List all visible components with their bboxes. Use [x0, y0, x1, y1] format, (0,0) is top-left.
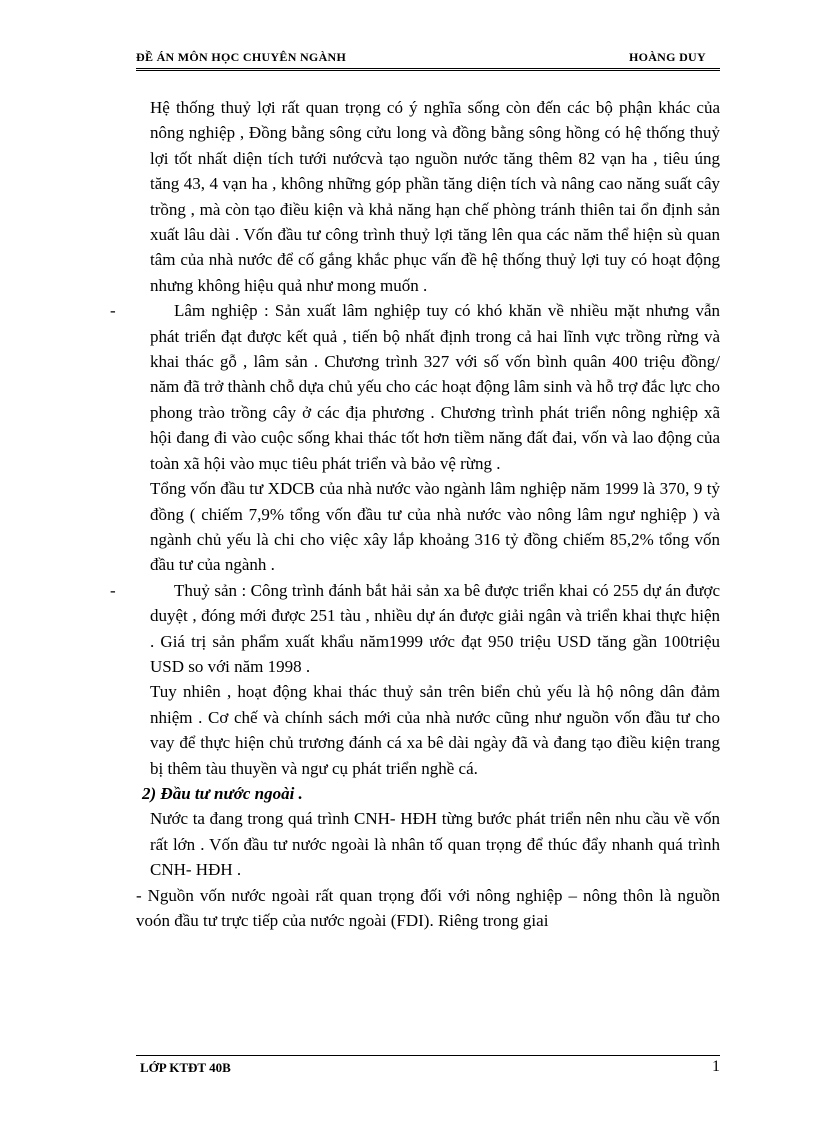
paragraph-forestry-text: Lâm nghiệp : Sản xuất lâm nghiệp tuy có khó khăn về nhiều mặt nhưng vẫn phát triển đạt được kết quả , tiến bộ nhất định trong cả hai lĩnh vực trồng rừng và khai thác gỗ , lâm sản . Chương trình 327 với số vốn bình quân 400 triệu đồng/ năm đã trở thành chỗ dựa chủ yếu cho các hoạt động lâm sinh và hỗ trợ đắc lực cho phong trào trồng cây ở các địa phương . Chương trình phát triển nông nghiệp xã hội đang đi vào cuộc sống khai thác tốt hơn tiềm năng đất đai, vốn và lao động của toàn xã hội vào mục tiêu phát triển và bảo vệ rừng . [150, 301, 720, 473]
page-footer [136, 1055, 720, 1075]
paragraph-forestry-investment: Tổng vốn đầu tư XDCB của nhà nước vào ngành lâm nghiệp năm 1999 là 370, 9 tỷ đồng ( chiếm 7,9% tổng vốn đầu tư của nhà nước vào nông lâm ngư nghiệp ) và ngành chủ yếu là chi cho việc xây lắp khoảng 316 tỷ đồng chiếm 85,2% tổng vốn đầu tư của ngành . [150, 479, 720, 575]
paragraph-foreign-capital: - Nguồn vốn nước ngoài rất quan trọng đối với nông nghiệp – nông thôn là nguồn voón đầu tư trực tiếp của nước ngoài (FDI). Riêng trong giai [136, 885, 720, 930]
bullet-dash: - [110, 301, 116, 321]
page-number: 1 [712, 1058, 720, 1075]
paragraph-fisheries [110, 578, 720, 680]
paragraph-foreign-investment: Nước ta đang trong quá trình CNH- HĐH từng bước phát triển nên nhu cầu về vốn rất lớn . Vốn đầu tư nước ngoài là nhân tố quan trọng để thúc đẩy nhanh quá trình CNH- HĐH . [150, 809, 720, 880]
page-header [136, 46, 720, 71]
bullet-dash: - [110, 580, 116, 600]
paragraph-irrigation: Hệ thống thuỷ lợi rất quan trọng có ý nghĩa sống còn đến các bộ phận khác của nông nghiệp , Đồng bằng sông cửu long và đồng bằng sông hồng có hệ thống thuỷ lợi tốt nhất diện tích tưới nướcvà tạo nguồn nước tăng thêm 82 vạn ha , tiêu úng tăng 43, 4 vạn ha , không những góp phần tăng diện tích và nâng cao năng suất cây trồng , mà còn tạo điều kiện và khả năng hạn chế phòng tránh thiên tai ổn định sản xuất lâu dài . Vốn đầu tư công trình thuỷ lợi tăng lên qua các năm thể hiện sù quan tâm của nhà nước để cố gắng khắc phục vấn đề hệ thống thuỷ lợi tuy có hoạt động nhưng không hiệu quả như mong muốn . [150, 98, 720, 295]
paragraph-fisheries-however: Tuy nhiên , hoạt động khai thác thuỷ sản trên biển chủ yếu là hộ nông dân đảm nhiệm . Cơ chế và chính sách mới của nhà nước cũng như nguồn vốn đầu tư cho vay để thực hiện chủ trương đánh cá xa bê dài ngày đã và đang tạo điều kiện trang bị thêm tàu thuyền và ngư cụ phát triển nghề cá. [150, 682, 720, 778]
paragraph-fisheries-text: Thuỷ sản : Công trình đánh bắt hải sản xa bê được triển khai có 255 dự án được duyệt , đóng mới được 251 tàu , nhiều dự án được giải ngân và triển khai thực hiện . Giá trị sản phẩm xuất khẩu năm1999 ước đạt 950 triệu USD tăng gần 100triệu USD so với năm 1998 . [150, 580, 720, 676]
header-author: HOÀNG DUY [628, 50, 706, 64]
footer-class: LỚP KTĐT 40B [140, 1060, 231, 1075]
document-body [110, 95, 720, 933]
section-heading: 2) Đầu tư nước ngoài . [142, 783, 303, 803]
header-course-title: ĐỀ ÁN MÔN HỌC CHUYÊN NGÀNH [136, 50, 347, 64]
paragraph-forestry [110, 298, 720, 476]
